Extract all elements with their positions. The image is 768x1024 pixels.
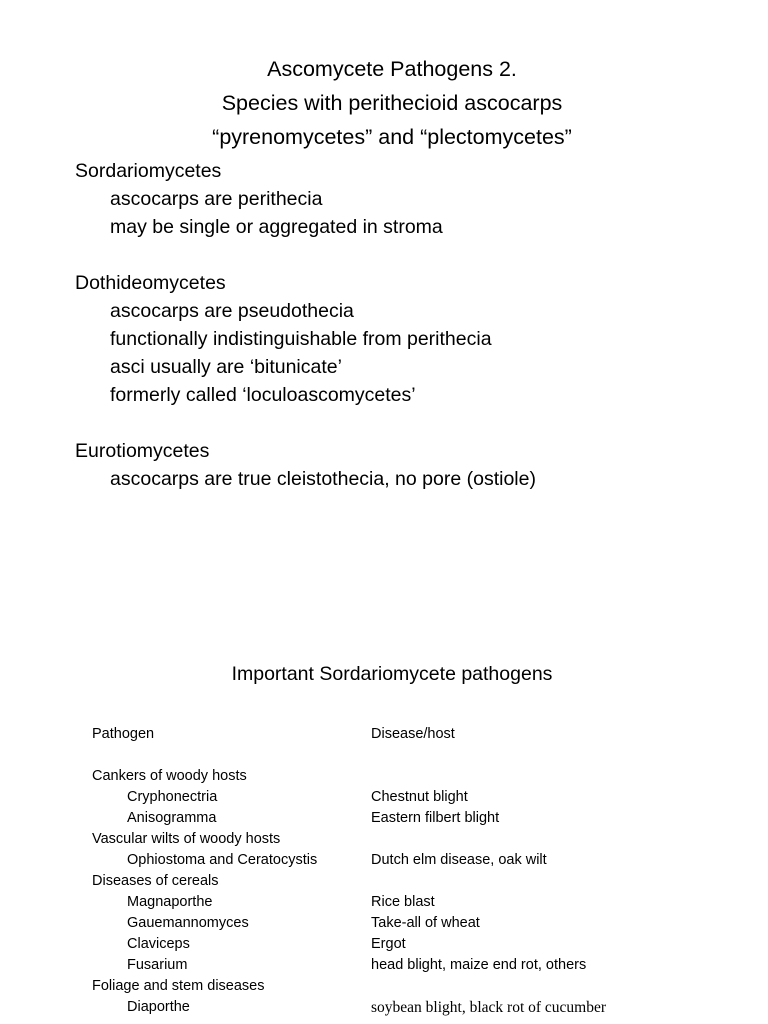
disease-host: Chestnut blight [371,789,468,805]
table-body [92,766,732,1018]
disease-host: Take-all of wheat [371,915,480,931]
group-label: Cankers of woody hosts [92,768,247,784]
pathogen-name: Cryphonectria [127,789,218,805]
section-dothideomycetes [75,269,735,409]
section-item: ascocarps are true cleistothecia, no pore (ostiole) [110,468,536,490]
disease-host: Ergot [371,936,406,952]
table-row [92,892,732,913]
section-item: asci usually are ‘bitunicate’ [110,356,342,378]
table-group-row [92,871,732,892]
section-sordariomycetes [75,157,735,241]
disease-host: head blight, maize end rot, others [371,957,587,973]
table-row [92,850,732,871]
table-title: Important Sordariomycete pathogens [231,663,553,685]
class-sections [75,157,735,521]
pathogen-name: Ophiostoma and Ceratocystis [127,852,318,868]
group-label: Vascular wilts of woody hosts [92,831,281,847]
section-item: formerly called ‘loculoascomycetes’ [110,384,416,406]
pathogen-table [92,724,732,1018]
pathogen-name: Claviceps [127,936,190,952]
table-header-row [92,724,732,745]
pathogen-name: Anisogramma [127,810,217,826]
disease-host: Dutch elm disease, oak wilt [371,852,547,868]
table-row [92,997,732,1018]
disease-host: Eastern filbert blight [371,810,500,826]
section-heading: Eurotiomycetes [75,440,210,462]
table-group-row [92,976,732,997]
title-line-1: Ascomycete Pathogens 2. [267,57,517,81]
section-item: functionally indistinguishable from perithecia [110,328,492,350]
title-line-2: Species with perithecioid ascocarps [221,91,563,115]
section-eurotiomycetes [75,437,735,493]
section-heading: Sordariomycetes [75,160,222,182]
pathogen-name: Magnaporthe [127,894,213,910]
table-row [92,913,732,934]
pathogen-name: Diaporthe [127,999,190,1015]
column-header-pathogen: Pathogen [92,726,155,742]
section-item: ascocarps are perithecia [110,188,323,210]
section-item: ascocarps are pseudothecia [110,300,354,322]
section-item: may be single or aggregated in stroma [110,216,443,238]
table-row [92,955,732,976]
table-group-row [92,829,732,850]
pathogen-name: Fusarium [127,957,188,973]
group-label: Foliage and stem diseases [92,978,265,994]
column-header-disease: Disease/host [371,726,455,742]
group-label: Diseases of cereals [92,873,219,889]
table-row [92,934,732,955]
table-group-row [92,766,732,787]
title-line-3: “pyrenomycetes” and “plectomycetes” [212,125,572,149]
disease-host: soybean blight, black rot of cucumber [371,999,607,1016]
table-row [92,787,732,808]
table-row [92,808,732,829]
page-title [0,52,756,154]
section-heading: Dothideomycetes [75,272,226,294]
pathogen-name: Gauemannomyces [127,915,249,931]
disease-host: Rice blast [371,894,435,910]
